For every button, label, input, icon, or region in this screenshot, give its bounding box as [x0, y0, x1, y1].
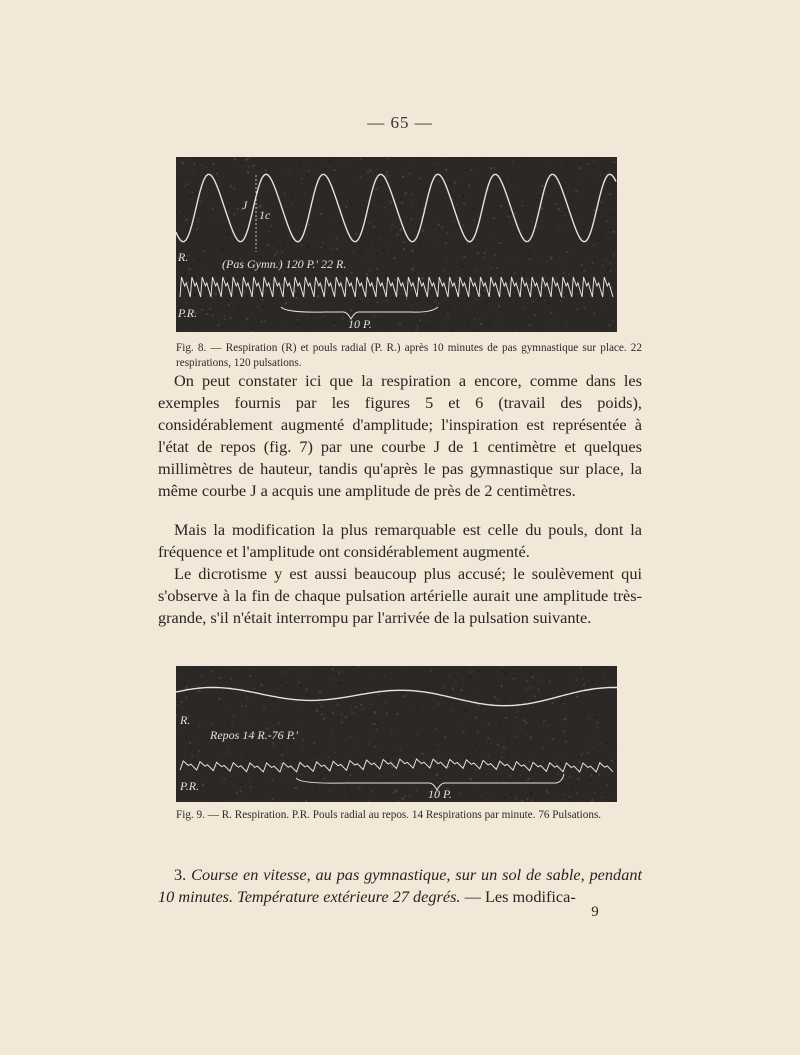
figure-9-label-10p: 10 P. [428, 787, 452, 801]
paragraph-2: Mais la modification la plus remarquable est celle du pouls, dont la fréquence et l'amplitude ont considérablement augmenté. [158, 520, 642, 561]
figure-9-svg [176, 666, 617, 802]
figure-9-respiration-curve [176, 688, 617, 706]
section-heading [158, 864, 642, 908]
figure-9-tracing [176, 666, 617, 802]
figure-8-caption: Fig. 8. — Respiration (R) et pouls radial (P. R.) après 10 minutes de pas gymnastique sur place. 22 respirations, 120 pulsations. [176, 342, 642, 369]
figure-8-grain [176, 157, 617, 332]
signature-mark: 9 [591, 904, 599, 920]
figure-8-svg [176, 157, 617, 332]
paragraph-1: On peut constater ici que la respiration a encore, comme dans les exemples fournis par les figures 5 et 6 (travail des poids), considérablement augmenté d'amplitude; l'inspiration est représentée à l'état de repos (fig. 7) par une courbe J de 1 centimètre et quelques millimètres de hauteur, tandis qu'après le pas gymnastique sur place, la même courbe J a acquis une amplitude de près de 2 centimètres. [158, 371, 642, 500]
figure-9-annotation: Repos 14 R.-76 P.' [210, 728, 299, 742]
figure-9-caption: Fig. 9. — R. Respiration. P.R. Pouls radial au repos. 14 Respirations par minute. 76 Pulsations. [176, 809, 602, 821]
figure-8-label-j: J [242, 198, 248, 212]
section-trailing-text: — Les modifica- [464, 887, 576, 906]
figure-8-annotation: (Pas Gymn.) 120 P.' 22 R. [222, 257, 347, 271]
paragraph-3: Le dicrotisme y est aussi beaucoup plus accusé; le soulèvement qui s'observe à la fin de chaque pulsation artérielle aurait une amplitude très-grande, s'il n'était interrompu par l'arrivée de la pulsation suivante. [158, 564, 642, 627]
section-title: Course en vitesse, au pas gymnastique, sur un sol de sable, pendant 10 minutes. Température extérieure 27 degrés. [158, 865, 642, 906]
figure-8-label-10p: 10 P. [348, 317, 372, 331]
figure-9-label-r: R. [180, 713, 191, 727]
page-number: — 65 — [367, 113, 433, 132]
figure-8-label-pr: P.R. [178, 306, 198, 320]
section-number: 3. [174, 865, 187, 884]
figure-8-tracing [176, 157, 617, 332]
figure-8-label-r: R. [178, 250, 189, 264]
figure-9-label-pr: P.R. [180, 779, 200, 793]
figure-9-pulse-curve [180, 759, 613, 772]
figure-8-label-1c: 1c [259, 208, 271, 222]
